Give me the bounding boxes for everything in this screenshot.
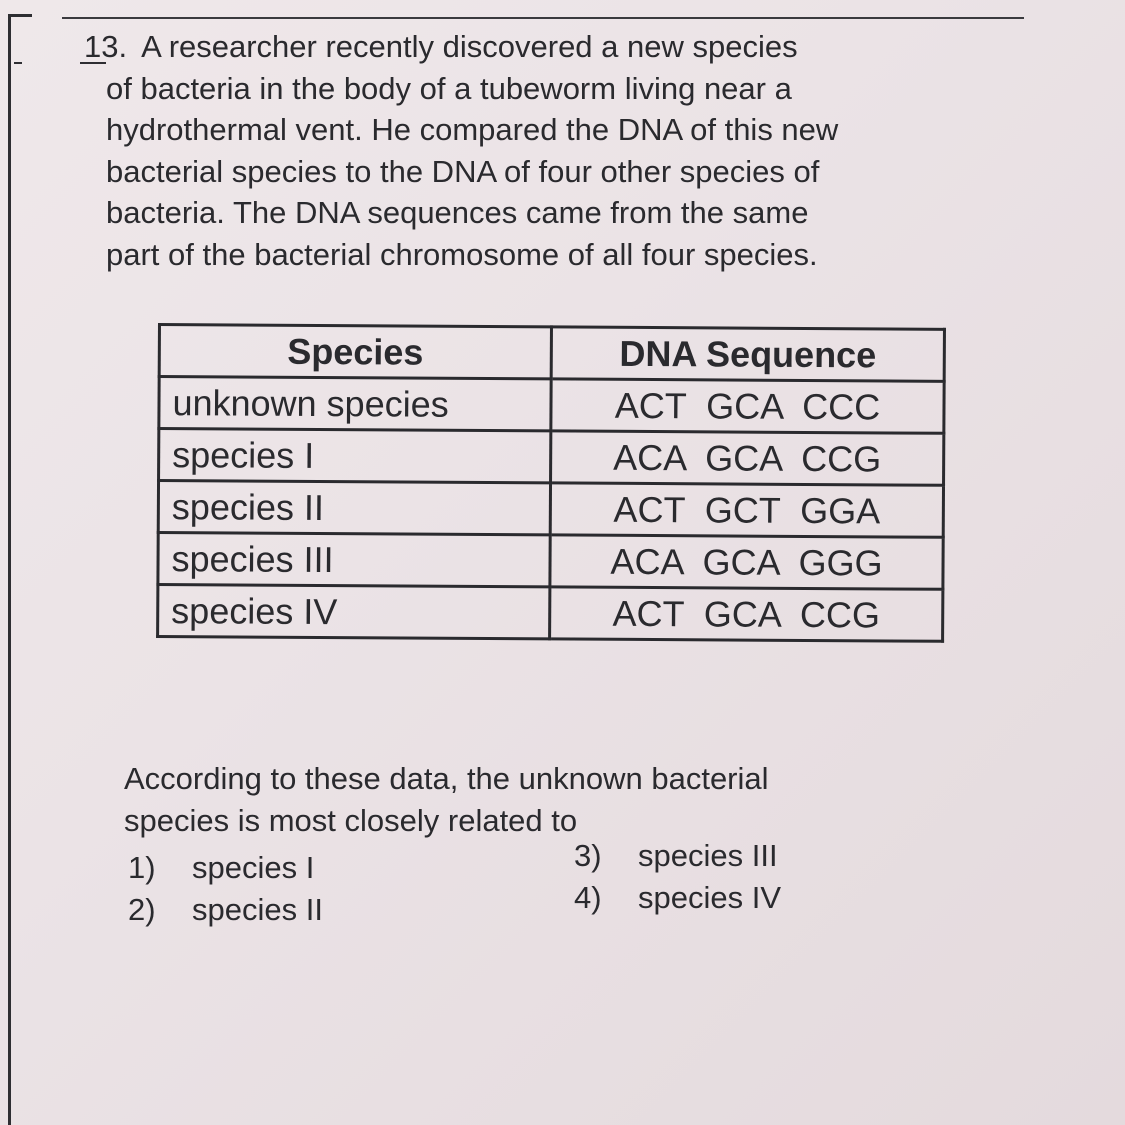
table-row [159,377,944,434]
species-cell: species I [159,429,551,483]
choice-label: species III [638,838,778,873]
table-row [158,533,943,590]
species-cell: unknown species [159,377,551,431]
table-header-row [159,325,944,382]
answer-choice-4[interactable] [574,880,781,916]
sequence-cell: ACA GCA GGG [550,535,943,589]
sequence-cell: ACT GCA CCG [550,587,943,641]
sequence-cell: ACA GCA CCG [551,431,944,485]
choice-label: species II [192,892,323,927]
answer-choice-3[interactable] [574,838,778,874]
column-header-species: Species [159,325,551,379]
question-line-3: hydrothermal vent. He compared the DNA of this new [106,112,839,147]
choice-number: 2) [128,892,156,927]
top-divider-line [62,17,1024,19]
table-row [159,429,944,486]
prompt-line-2: species is most closely related to [124,803,578,838]
choice-number: 4) [574,880,602,915]
question-line-4: bacterial species to the DNA of four other species of [106,153,820,189]
species-cell: species IV [158,585,550,639]
answer-choice-2[interactable] [128,892,323,928]
answer-choice-1[interactable] [128,850,314,886]
sequence-cell: ACT GCA CCC [551,379,944,433]
table-row [158,585,943,642]
choice-number: 3) [574,838,602,873]
choice-label: species IV [638,880,782,915]
choice-label: species I [192,850,315,885]
margin-bracket-line [8,14,11,1125]
species-cell: species II [158,481,550,535]
question-text [84,26,964,275]
sequence-cell: ACT GCT GGA [550,483,943,537]
question-line-2: of bacteria in the body of a tubeworm living near a [106,70,792,106]
margin-tick-mark [14,62,22,64]
prompt-line-1: According to these data, the unknown bacterial [124,761,769,796]
question-line-6: part of the bacterial chromosome of all four species. [106,236,818,272]
dna-sequence-table [156,323,946,643]
species-cell: species III [158,533,550,587]
choice-number: 1) [128,850,156,885]
question-line-1: 13. A researcher recently discovered a new species [84,29,798,64]
column-header-dna-sequence: DNA Sequence [551,327,944,381]
table-row [158,481,943,538]
question-number: 13. [84,29,128,64]
margin-bracket-top [8,14,32,17]
question-prompt [124,758,944,842]
question-line-5: bacteria. The DNA sequences came from the same [106,195,809,230]
